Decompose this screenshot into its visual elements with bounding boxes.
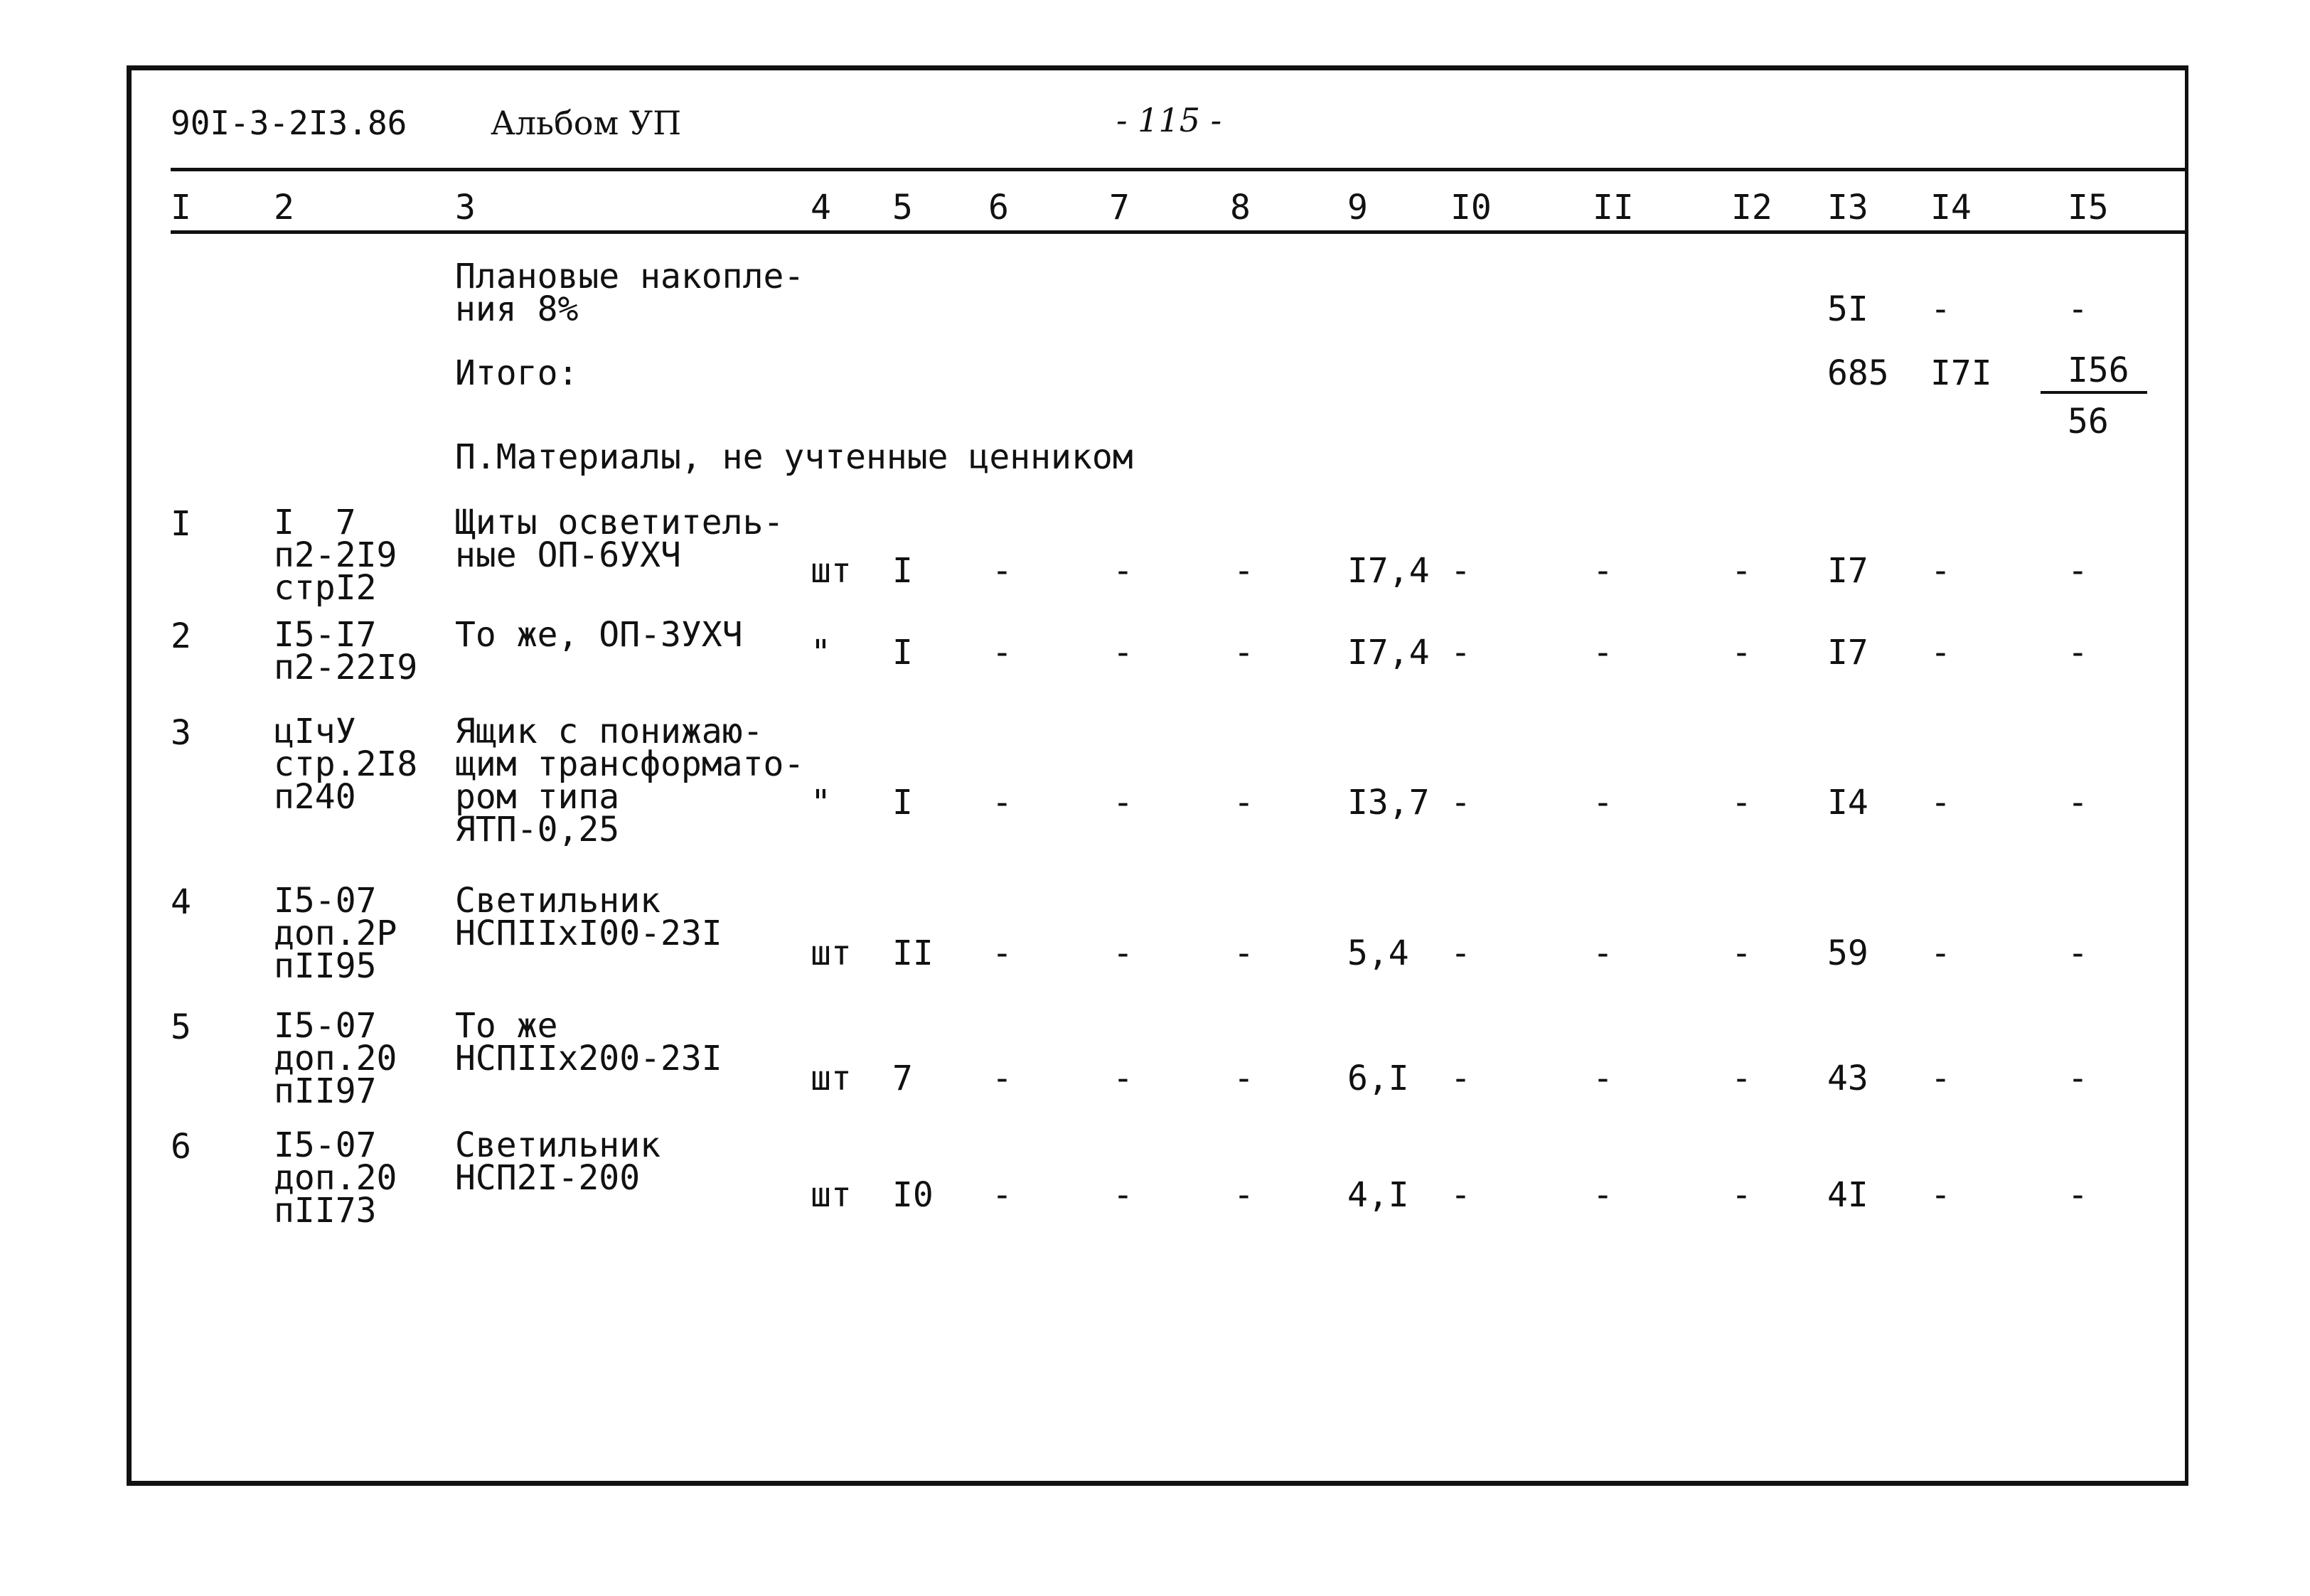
row-name: То же НСПIIx200-23I [455,1006,722,1078]
row-unit: " [811,633,831,673]
row-qty: I [892,551,913,591]
column-number-5: 5 [892,188,913,227]
column-number-6: 6 [988,188,1009,227]
row-col12: - [1731,551,1752,591]
row-col9: I7,4 [1347,633,1430,673]
header-rule-bottom [171,230,2187,234]
row-col14: - [1930,1175,1951,1215]
row-col13: 43 [1827,1059,1868,1098]
row-number: 5 [171,1007,191,1047]
row-unit: шт [811,1059,852,1098]
row-col6: - [992,933,1012,973]
row-code: I5-07 доп.20 пII73 [274,1125,397,1231]
row-unit: шт [811,1175,852,1215]
row-col11: - [1593,633,1613,673]
row-col9: I7,4 [1347,551,1430,591]
row-col12: - [1731,1175,1752,1215]
row-col13: 59 [1827,933,1868,973]
row-col7: - [1113,1175,1133,1215]
row-unit: " [811,783,831,823]
row-col9: 6,I [1347,1059,1409,1098]
row-number: 6 [171,1127,191,1167]
total-label: Итого: [455,353,579,393]
row-col9: 5,4 [1347,933,1409,973]
row-col12: - [1731,1059,1752,1098]
row-code: цIчУ стр.2I8 п240 [274,712,418,817]
row-col8: - [1234,633,1254,673]
row-col13: I4 [1827,783,1868,823]
album-title: Альбом УП [491,104,682,142]
row-col13: I7 [1827,551,1868,591]
page-frame [127,65,2188,1486]
row-col12: - [1731,783,1752,823]
column-number-8: 8 [1230,188,1251,227]
row-col6: - [992,551,1012,591]
row-col6: - [992,783,1012,823]
column-number-2: 2 [274,188,294,227]
row-col14: - [1930,551,1951,591]
column-number-9: 9 [1347,188,1368,227]
row-col9: I3,7 [1347,783,1430,823]
column-number-11: II [1593,188,1634,227]
row-col11: - [1593,1059,1613,1098]
total-c14: I7I [1930,353,1992,393]
column-number-15: I5 [2068,188,2109,227]
row-qty: II [892,933,934,973]
row-qty: I [892,783,913,823]
row-name: Щиты осветитель- ные ОП-6УХЧ [455,503,784,575]
row-col10: - [1450,551,1471,591]
row-code: I 7 п2-2I9 стрI2 [274,503,397,608]
row-code: I5-07 доп.2Р пII95 [274,881,397,986]
column-number-7: 7 [1109,188,1130,227]
row-col8: - [1234,1059,1254,1098]
plan-c13: 5I [1827,289,1868,329]
column-number-13: I3 [1827,188,1868,227]
row-col14: - [1930,1059,1951,1098]
row-col10: - [1450,933,1471,973]
row-col14: - [1930,933,1951,973]
row-col11: - [1593,1175,1613,1215]
row-name: Ящик с понижаю- щим трансформато- ром типа ЯТП-0,25 [455,712,805,850]
row-qty: I [892,633,913,673]
row-qty: 7 [892,1059,913,1098]
row-col7: - [1113,551,1133,591]
row-col8: - [1234,1175,1254,1215]
total-c15-fraction-bar [2041,391,2147,394]
row-col15: - [2068,783,2088,823]
column-number-3: 3 [455,188,476,227]
page-number: - 115 - [1116,101,1222,139]
row-unit: шт [811,551,852,591]
row-col6: - [992,1059,1012,1098]
row-col6: - [992,633,1012,673]
plan-c14: - [1930,289,1951,329]
row-col10: - [1450,1175,1471,1215]
row-col13: 4I [1827,1175,1868,1215]
plan-label: Плановые накопле- ния 8% [455,257,805,329]
row-col9: 4,I [1347,1175,1409,1215]
row-col8: - [1234,783,1254,823]
row-number: 3 [171,713,191,753]
row-col15: - [2068,551,2088,591]
row-col7: - [1113,783,1133,823]
row-col10: - [1450,633,1471,673]
row-name: То же, ОП-3УХЧ [455,615,743,655]
row-name: Светильник НСПIIxI00-23I [455,881,722,953]
column-number-1: I [171,188,191,227]
row-unit: шт [811,933,852,973]
row-code: I5-07 доп.20 пII97 [274,1006,397,1111]
document-code: 90I-3-2I3.86 [171,104,407,142]
row-col13: I7 [1827,633,1868,673]
row-col6: - [992,1175,1012,1215]
row-col12: - [1731,633,1752,673]
section-title: П.Материалы, не учтенные ценником [455,437,1133,477]
total-c15-denominator: 56 [2068,402,2109,441]
column-number-14: I4 [1930,188,1972,227]
row-name: Светильник НСП2I-200 [455,1125,661,1198]
column-number-12: I2 [1731,188,1772,227]
row-number: 2 [171,616,191,656]
row-col7: - [1113,633,1133,673]
row-col11: - [1593,551,1613,591]
row-col12: - [1731,933,1752,973]
row-number: 4 [171,882,191,922]
total-c13: 685 [1827,353,1889,393]
row-col15: - [2068,1175,2088,1215]
row-col15: - [2068,633,2088,673]
row-col14: - [1930,633,1951,673]
row-code: I5-I7 п2-22I9 [274,615,418,687]
row-col8: - [1234,551,1254,591]
row-col14: - [1930,783,1951,823]
row-col10: - [1450,783,1471,823]
row-col10: - [1450,1059,1471,1098]
row-col11: - [1593,783,1613,823]
row-col7: - [1113,933,1133,973]
row-col15: - [2068,1059,2088,1098]
plan-c15: - [2068,289,2088,329]
row-col11: - [1593,933,1613,973]
total-c15-numerator: I56 [2068,350,2129,390]
column-number-10: I0 [1450,188,1492,227]
column-number-4: 4 [811,188,831,227]
row-qty: I0 [892,1175,934,1215]
row-col8: - [1234,933,1254,973]
row-number: I [171,504,191,544]
row-col7: - [1113,1059,1133,1098]
row-col15: - [2068,933,2088,973]
header-rule-top [171,168,2187,171]
